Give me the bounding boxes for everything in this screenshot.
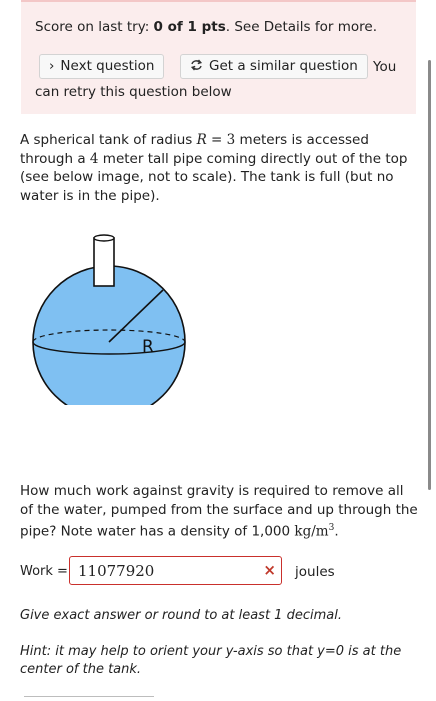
retry-text-rest: can retry this question below: [35, 84, 232, 100]
radius-label: R: [142, 337, 154, 357]
pipe: [94, 238, 114, 286]
score-prefix: Score on last try:: [35, 19, 154, 35]
tank-diagram: [25, 225, 195, 409]
similar-question-label: Get a similar question: [209, 58, 358, 74]
question-text: How much work against gravity is required to remove all of the water, pumped from the surface and up through the pipe? Note water has a density of 1,000 $kg/m^3$.: [20, 483, 418, 540]
pipe-top: [94, 235, 114, 241]
next-question-button[interactable]: [39, 54, 164, 79]
similar-question-button[interactable]: [180, 54, 368, 79]
problem-statement: A spherical tank of radius R = 3 meters is accessed through a 4 meter tall pipe coming directly out of the top (see below image, not to scale). The tank is full (but no water is in the pipe).: [20, 132, 408, 204]
work-answer-value: 11077920: [78, 562, 155, 580]
units-label: joules: [295, 564, 335, 580]
tank-sphere: [33, 266, 185, 405]
work-answer-input[interactable]: [69, 556, 282, 585]
scrollbar[interactable]: [428, 60, 431, 490]
submit-button-partial[interactable]: [24, 696, 154, 701]
next-question-label: Next question: [60, 58, 155, 74]
score-line: [35, 19, 377, 35]
work-label: Work =: [20, 564, 68, 579]
hint-text: Hint: it may help to orient your y-axis so that y=0 is at the center of the tank.: [20, 644, 402, 677]
score-panel: [21, 0, 416, 114]
answer-format-note: Give exact answer or round to at least 1 decimal.: [20, 608, 342, 623]
score-suffix: . See Details for more.: [225, 19, 377, 35]
retry-text-start: You: [373, 59, 397, 75]
incorrect-x-icon: ×: [263, 561, 276, 579]
chevron-right-icon: ›: [49, 58, 55, 74]
refresh-icon: [190, 55, 203, 78]
score-value: 0 of 1 pts: [153, 19, 226, 35]
